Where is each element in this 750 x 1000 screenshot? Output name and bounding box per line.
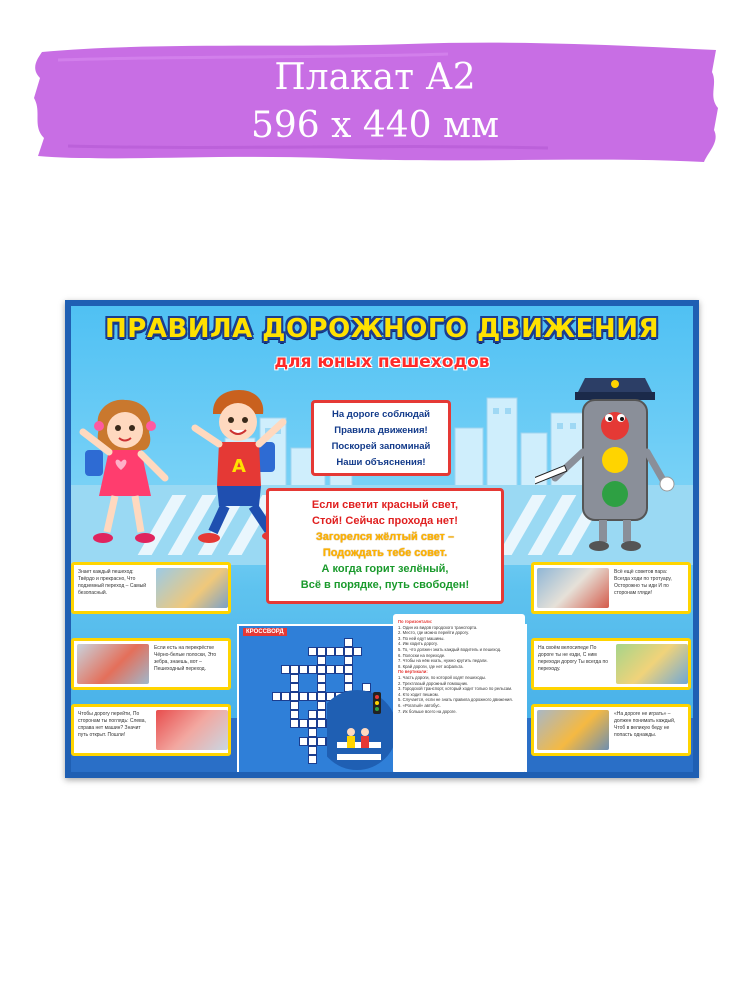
crossword-cell <box>299 719 308 728</box>
question-item: 8. Край дороги, где нет асфальта. <box>398 663 464 669</box>
traffic-light-character <box>535 360 685 560</box>
rule-box-right <box>531 638 691 690</box>
rule-text: Всё ещё советов пара: Всегда ходи по тротуару, Осторожно ты иди И по сторонам гляди! <box>614 569 672 596</box>
questions-header-horizontal: По горизонтали: <box>398 619 433 624</box>
crossword-cell <box>308 710 317 719</box>
crossword-cell <box>308 755 317 764</box>
crossword-cell <box>281 692 290 701</box>
poem-line: Правила движения! <box>334 425 428 436</box>
poster-image <box>65 300 699 778</box>
crossword-cell <box>344 638 353 647</box>
crossword-cell <box>317 647 326 656</box>
crossword-cell <box>326 665 335 674</box>
crossword-cell <box>344 656 353 665</box>
question-item: 2. Место, где можно перейти дорогу. <box>398 630 469 636</box>
question-item: 3. По ней едут машины. <box>398 635 445 641</box>
kid-shirt-letter: А <box>232 456 246 477</box>
crossword-cell <box>317 665 326 674</box>
crossword-cell <box>317 683 326 692</box>
rule-illustration <box>616 644 688 684</box>
poster-subtitle: для юных пешеходов <box>274 352 490 372</box>
poem-line-red: Стой! Сейчас прохода нет! <box>312 515 458 527</box>
poem-line: На дороге соблюдай <box>332 409 430 420</box>
crossword-cell <box>308 737 317 746</box>
rule-box-left <box>71 638 231 690</box>
question-item: 1. Один из видов городского транспорта. <box>398 624 478 630</box>
crossword-cell <box>290 719 299 728</box>
question-item: 3. Городской транспорт, который ходит только по рельсам. <box>398 686 513 692</box>
rule-illustration <box>156 710 228 750</box>
rule-text: «На дороге не играть» – должен понимать каждый, Чтоб в великую беду не попасть однажды. <box>614 711 676 738</box>
crossword-cell <box>290 683 299 692</box>
poem-line: Поскорей запоминай <box>331 441 431 452</box>
kids-crossing-illustration <box>327 682 397 772</box>
poster-title: ПРАВИЛА ДОРОЖНОГО ДВИЖЕНИЯ <box>105 314 659 344</box>
crossword-cell <box>308 728 317 737</box>
crossword-cell <box>317 701 326 710</box>
girl-illustration <box>75 392 175 552</box>
crossword-cell <box>353 647 362 656</box>
crossword-cell <box>272 692 281 701</box>
crossword-cell <box>317 692 326 701</box>
crossword-cell <box>344 665 353 674</box>
crossword-cell <box>290 701 299 710</box>
poem-line-green: А когда горит зелёный, <box>321 563 449 575</box>
rule-text: Если есть на перекрёстке Чёрно-белые полоски, Это зебра, знаешь, вот – Пешеходный переход. <box>154 645 217 672</box>
poem-line-yellow: Подождать тебе совет. <box>322 547 448 559</box>
crossword-cell <box>317 710 326 719</box>
crossword-cell <box>326 647 335 656</box>
poem-line-green: Всё в порядке, путь свободен! <box>300 579 470 591</box>
rule-box-left <box>71 562 231 614</box>
poem-line-red: Если светит красный свет, <box>311 499 459 511</box>
crossword-cell <box>299 665 308 674</box>
question-item: 6. Полоски на переходе. <box>398 652 446 658</box>
rule-illustration <box>156 568 228 608</box>
crossword-cell <box>308 746 317 755</box>
rule-text: На своём велосипеде По дороге ты не езди, С ним переходи дорогу Ты всегда по переходу. <box>538 645 608 672</box>
rule-illustration <box>77 644 149 684</box>
banner-dimensions: 596 х 440 мм <box>250 105 500 146</box>
question-item: 4. Им ходить дорогу. <box>398 641 438 647</box>
crossword-cell <box>299 737 308 746</box>
questions-header-vertical: По вертикали: <box>398 669 428 675</box>
poem-box-traffic-light <box>266 488 504 604</box>
question-item: 7. Чтобы на нём ехать, нужно крутить педали. <box>398 658 488 664</box>
poem-line-yellow: Загорелся жёлтый свет – <box>315 531 455 543</box>
poem-box-rules <box>311 400 451 476</box>
crossword-cell <box>317 674 326 683</box>
rule-text: Знает каждый пешеход: Твёрдо и прекрасно, Что подземный переход – Самый безопасный. <box>78 569 147 596</box>
rule-box-left <box>71 704 231 756</box>
crossword-cell <box>299 692 308 701</box>
poem-line: Наши объяснения! <box>336 457 426 468</box>
rule-box-right <box>531 704 691 756</box>
crossword-cell <box>308 692 317 701</box>
crossword-cell <box>308 647 317 656</box>
crossword-cell <box>290 692 299 701</box>
crossword-cell <box>335 665 344 674</box>
rule-illustration <box>537 568 609 608</box>
crossword-cell <box>335 647 344 656</box>
crossword-questions <box>393 614 525 774</box>
question-item: 5. То, что должен знать каждый водитель и пешеход. <box>398 646 502 652</box>
crossword-cell <box>344 647 353 656</box>
rule-text: Чтобы дорогу перейти, По сторонам ты поглядь: Слева, справа нет машин? Значит путь открыт. Пошли! <box>78 711 146 738</box>
rule-box-right <box>531 562 691 614</box>
crossword-cell <box>317 656 326 665</box>
crossword-cell <box>317 719 326 728</box>
question-item: 7. Их больше всего на дороге. <box>398 708 457 714</box>
crossword-cell <box>290 665 299 674</box>
question-item: 1. Часть дороги, по которой ходят пешеходы. <box>398 674 487 680</box>
question-item: 5. Случается, если не знать правила дорожного движения. <box>398 697 513 703</box>
question-item: 2. Трехглазый дорожный помощник. <box>398 680 469 686</box>
rule-illustration <box>537 710 609 750</box>
crossword-cell <box>308 665 317 674</box>
crossword-cell <box>281 665 290 674</box>
crossword-cell <box>308 719 317 728</box>
header-banner <box>28 38 722 166</box>
crossword-cell <box>290 710 299 719</box>
banner-title: Плакат А2 <box>274 57 476 98</box>
question-item: 6. «Рогатый» автобус. <box>398 702 441 708</box>
crossword-label: КРОССВОРД <box>243 628 287 636</box>
question-item: 4. Кто ходит пешком. <box>398 691 439 697</box>
crossword-cell <box>290 674 299 683</box>
crossword-cell <box>317 737 326 746</box>
